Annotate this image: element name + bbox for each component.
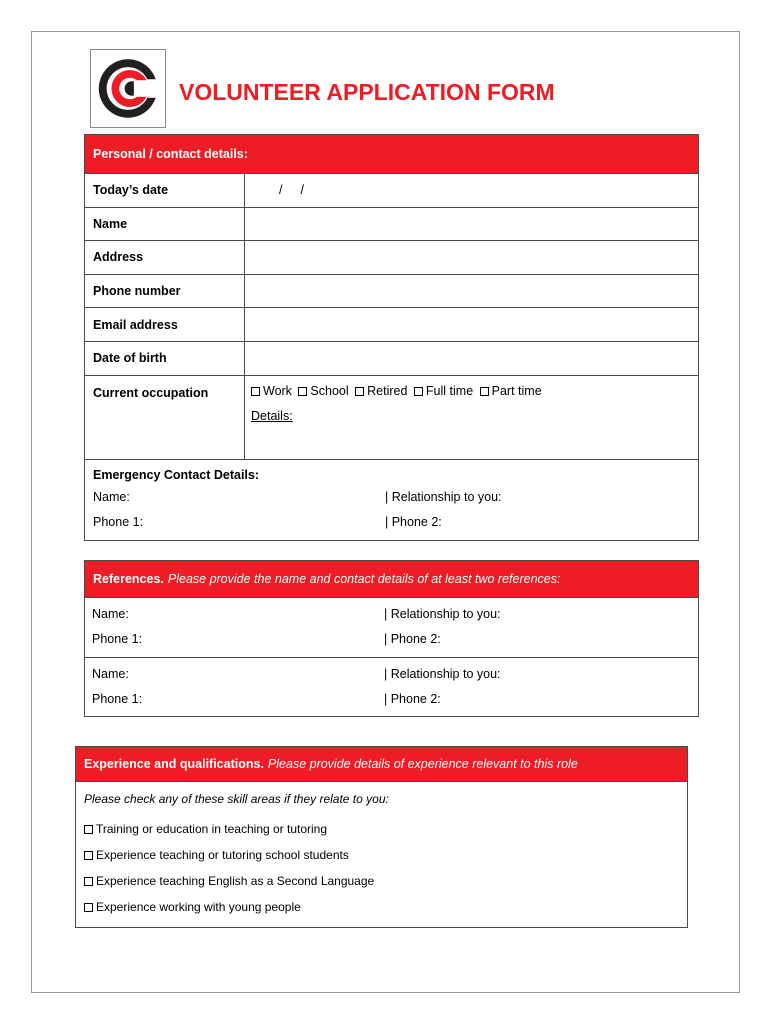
reference-2	[85, 657, 698, 717]
email-address-label: Email address	[85, 308, 245, 341]
references-header-instructions: Please provide the name and contact details of at least two references:	[167, 572, 561, 586]
date-of-birth-label: Date of birth	[85, 342, 245, 375]
logo	[90, 49, 166, 128]
occupation-option-full-time[interactable]: Full time	[414, 384, 473, 398]
checkbox-icon[interactable]	[298, 387, 307, 396]
emergency-phone2-label: | Phone 2:	[385, 514, 442, 529]
logo-emblem-icon	[91, 50, 165, 127]
current-occupation-label: Current occupation	[85, 376, 245, 459]
emergency-contact-title: Emergency Contact Details:	[93, 467, 260, 482]
reference-phone2-label: | Phone 2:	[384, 632, 441, 646]
reference-name-line	[92, 667, 691, 692]
phone-number-field[interactable]	[245, 275, 698, 308]
phone-number-label: Phone number	[85, 275, 245, 308]
reference-phone-line	[92, 632, 691, 657]
reference-name-label: Name:	[92, 607, 129, 621]
checkbox-icon[interactable]	[480, 387, 489, 396]
current-occupation-field	[245, 376, 698, 459]
address-label: Address	[85, 241, 245, 274]
checkbox-icon[interactable]	[84, 851, 93, 860]
experience-header-instructions: Please provide details of experience relevant to this role	[267, 757, 578, 771]
emergency-name-line	[93, 490, 690, 515]
checkbox-icon[interactable]	[414, 387, 423, 396]
checkbox-icon[interactable]	[84, 903, 93, 912]
reference-phone1-label: Phone 1:	[92, 632, 143, 646]
todays-date-field[interactable]	[245, 174, 698, 207]
email-address-field[interactable]	[245, 308, 698, 341]
checkbox-icon[interactable]	[355, 387, 364, 396]
experience-header	[76, 747, 687, 781]
references-section	[84, 560, 699, 717]
experience-intro: Please check any of these skill areas if they relate to you:	[84, 792, 389, 806]
emergency-contact-block	[85, 459, 698, 540]
name-field[interactable]	[245, 208, 698, 241]
date-slashes	[253, 183, 304, 197]
occupation-option-retired[interactable]: Retired	[355, 384, 407, 398]
reference-phone-line	[92, 692, 691, 717]
address-row	[85, 240, 698, 274]
skill-item[interactable]	[84, 822, 679, 848]
personal-details-header	[85, 135, 698, 173]
emergency-relationship-label: | Relationship to you:	[385, 489, 502, 504]
current-occupation-row	[85, 375, 698, 459]
references-header-title: References.	[93, 572, 164, 586]
checkbox-icon[interactable]	[84, 877, 93, 886]
reference-phone1-label: Phone 1:	[92, 692, 143, 706]
emergency-phone-line	[93, 515, 690, 540]
occupation-option-work[interactable]: Work	[251, 384, 292, 398]
email-address-row	[85, 307, 698, 341]
emergency-name-label: Name:	[93, 489, 130, 504]
phone-number-row	[85, 274, 698, 308]
skill-label: Experience teaching or tutoring school students	[96, 848, 349, 862]
occupation-options	[251, 384, 545, 398]
occupation-option-part-time[interactable]: Part time	[480, 384, 542, 398]
name-row	[85, 207, 698, 241]
name-label: Name	[85, 208, 245, 241]
date-of-birth-row	[85, 341, 698, 375]
todays-date-row	[85, 173, 698, 207]
reference-name-label: Name:	[92, 667, 129, 681]
occupation-option-school[interactable]: School	[298, 384, 348, 398]
skill-label: Training or education in teaching or tutoring	[96, 822, 328, 836]
skill-item[interactable]	[84, 874, 679, 900]
skill-item[interactable]	[84, 900, 679, 926]
reference-name-line	[92, 607, 691, 632]
skill-label: Experience teaching English as a Second Language	[96, 874, 375, 888]
emergency-phone1-label: Phone 1:	[93, 514, 144, 529]
reference-relationship-label: | Relationship to you:	[384, 667, 501, 681]
personal-details-section	[84, 134, 699, 541]
form-title: VOLUNTEER APPLICATION FORM	[179, 79, 555, 105]
checkbox-icon[interactable]	[251, 387, 260, 396]
experience-header-title: Experience and qualifications.	[84, 757, 264, 771]
experience-section	[75, 746, 688, 928]
references-header	[85, 561, 698, 597]
skill-label: Experience working with young people	[96, 900, 301, 914]
todays-date-label: Today’s date	[85, 174, 245, 207]
address-field[interactable]	[245, 241, 698, 274]
checkbox-icon[interactable]	[84, 825, 93, 834]
reference-relationship-label: | Relationship to you:	[384, 607, 501, 621]
date-slash-1: /	[279, 183, 283, 198]
skill-item[interactable]	[84, 848, 679, 874]
date-of-birth-field[interactable]	[245, 342, 698, 375]
reference-phone2-label: | Phone 2:	[384, 692, 441, 706]
personal-details-header-text: Personal / contact details:	[93, 147, 248, 161]
occupation-details-label: Details:	[251, 408, 293, 423]
reference-1	[85, 597, 698, 657]
date-slash-2: /	[300, 183, 304, 198]
experience-body	[76, 781, 687, 926]
